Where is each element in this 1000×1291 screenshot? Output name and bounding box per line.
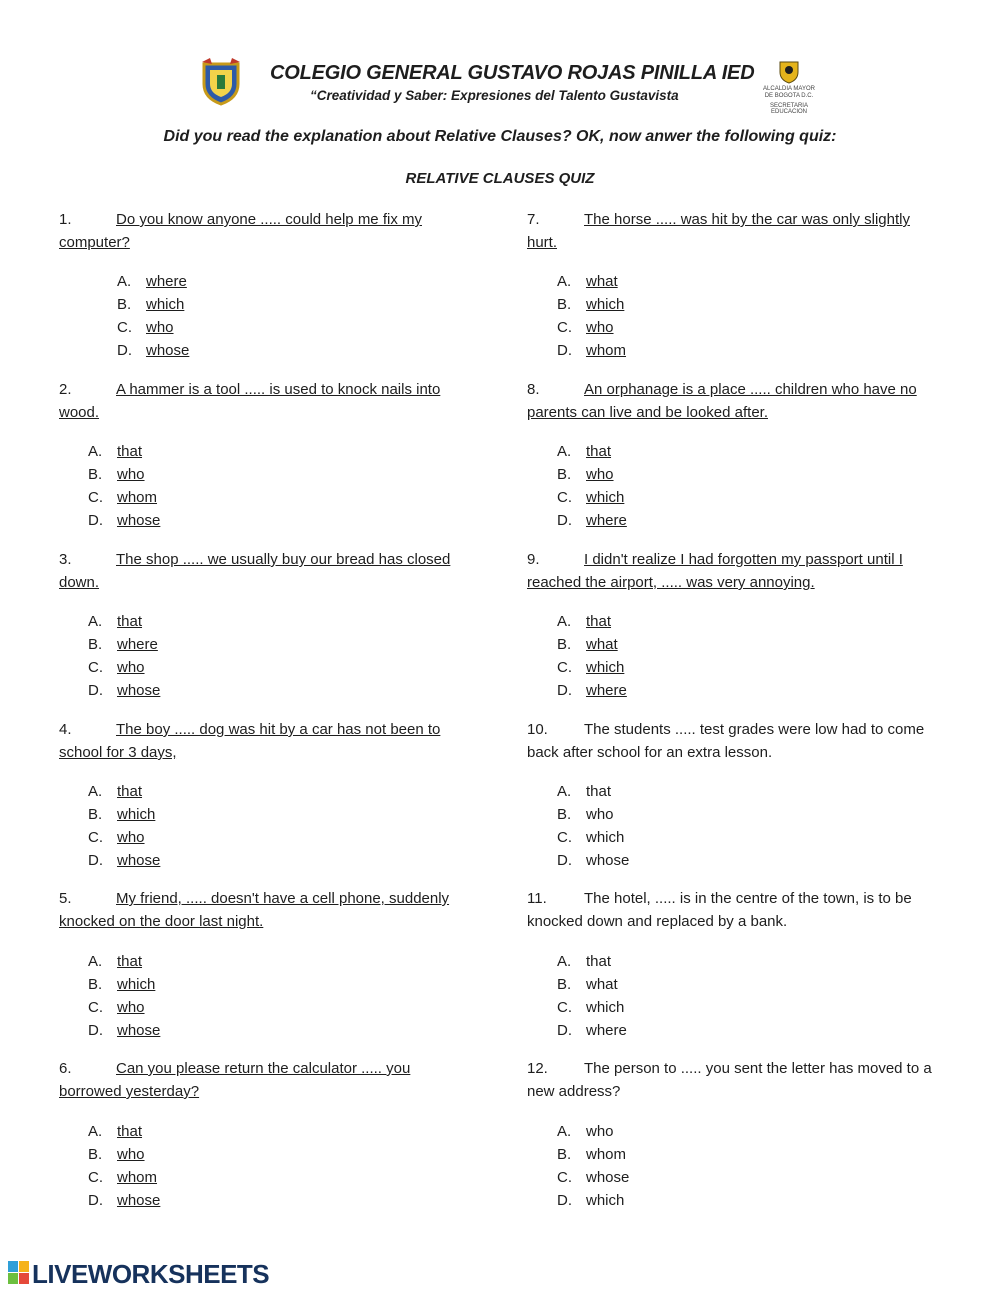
question-text: Do you know anyone ..... could help me fix my bbox=[116, 211, 422, 228]
school-crest-icon bbox=[200, 58, 242, 106]
question-1 bbox=[59, 208, 469, 254]
question-number: 8. bbox=[527, 381, 540, 398]
question-text: I didn't realize I had forgotten my passport until I bbox=[584, 551, 903, 568]
question-12 bbox=[527, 1057, 937, 1103]
answer-option[interactable]: A. that bbox=[88, 613, 143, 630]
answer-option[interactable]: A. that bbox=[88, 783, 143, 800]
question-number: 1. bbox=[59, 211, 72, 228]
answer-option[interactable]: D. where bbox=[557, 1022, 627, 1039]
answer-option[interactable]: D. whose bbox=[88, 852, 161, 869]
options-8 bbox=[557, 440, 627, 532]
question-text: down. bbox=[59, 574, 100, 591]
answer-option[interactable]: D. whose bbox=[88, 1192, 161, 1209]
question-text: knocked down and replaced by a bank. bbox=[527, 913, 788, 930]
question-text: The shop ..... we usually buy our bread has closed bbox=[116, 551, 451, 568]
answer-option[interactable]: B. which bbox=[88, 806, 156, 823]
answer-option[interactable]: A. that bbox=[557, 613, 612, 630]
answer-option[interactable]: B. which bbox=[117, 296, 185, 313]
school-name: COLEGIO GENERAL GUSTAVO ROJAS PINILLA IED bbox=[270, 62, 755, 84]
answer-option[interactable]: C. which bbox=[557, 999, 625, 1016]
answer-option[interactable]: A. that bbox=[88, 953, 143, 970]
answer-option[interactable]: A. that bbox=[88, 1123, 143, 1140]
answer-option[interactable]: B. whom bbox=[557, 1146, 627, 1163]
answer-option[interactable]: B. which bbox=[88, 976, 156, 993]
answer-option[interactable]: B. where bbox=[88, 636, 158, 653]
question-4 bbox=[59, 718, 469, 764]
logo-text-line: SECRETARIA bbox=[770, 103, 808, 109]
answer-option[interactable]: D. whose bbox=[88, 1022, 161, 1039]
question-number: 12. bbox=[527, 1060, 548, 1077]
question-5 bbox=[59, 887, 469, 933]
question-text: The students ..... test grades were low had to come bbox=[584, 721, 925, 738]
bogota-logo bbox=[758, 60, 820, 116]
answer-option[interactable]: B. who bbox=[557, 806, 614, 823]
question-number: 9. bbox=[527, 551, 540, 568]
answer-option[interactable]: B. what bbox=[557, 976, 618, 993]
quiz-title: RELATIVE CLAUSES QUIZ bbox=[405, 170, 595, 187]
options-12 bbox=[557, 1120, 629, 1212]
question-text: hurt. bbox=[527, 234, 558, 251]
options-1 bbox=[117, 270, 189, 362]
options-6 bbox=[88, 1120, 160, 1212]
answer-option[interactable]: C. who bbox=[88, 659, 145, 676]
answer-option[interactable]: A. that bbox=[88, 443, 143, 460]
question-number: 2. bbox=[59, 381, 72, 398]
footer-brand: LIVEWORKSHEETS bbox=[32, 1259, 270, 1289]
question-number: 4. bbox=[59, 721, 72, 738]
answer-option[interactable]: B. what bbox=[557, 636, 618, 653]
document-header bbox=[0, 0, 1000, 120]
logo-text-line: DE BOGOTA D.C. bbox=[764, 93, 814, 99]
quiz-instruction: Did you read the explanation about Relative Clauses? OK, now anwer the following quiz: bbox=[163, 128, 837, 145]
liveworksheets-logo-icon bbox=[8, 1261, 30, 1285]
answer-option[interactable]: C. who bbox=[88, 999, 145, 1016]
question-number: 11. bbox=[527, 890, 547, 907]
options-11 bbox=[557, 950, 627, 1042]
question-number: 5. bbox=[59, 890, 72, 907]
answer-option[interactable]: D. whom bbox=[557, 342, 627, 359]
answer-option[interactable]: D. which bbox=[557, 1192, 625, 1209]
answer-option[interactable]: B. which bbox=[557, 296, 625, 313]
answer-option[interactable]: D. whose bbox=[117, 342, 190, 359]
answer-option[interactable]: A. that bbox=[557, 443, 612, 460]
options-2 bbox=[88, 440, 160, 532]
question-9 bbox=[527, 548, 937, 594]
answer-option[interactable]: C. which bbox=[557, 659, 625, 676]
question-number: 7. bbox=[527, 211, 540, 228]
answer-option[interactable]: C. whom bbox=[88, 1169, 158, 1186]
question-6 bbox=[59, 1057, 469, 1103]
options-9 bbox=[557, 610, 627, 702]
question-7 bbox=[527, 208, 937, 254]
answer-option[interactable]: D. where bbox=[557, 682, 627, 699]
question-text: knocked on the door last night. bbox=[59, 913, 264, 930]
answer-option[interactable]: C. who bbox=[557, 319, 614, 336]
question-text: wood. bbox=[59, 404, 100, 421]
answer-option[interactable]: A. where bbox=[117, 273, 187, 290]
answer-option[interactable]: B. who bbox=[88, 1146, 145, 1163]
question-text: school for 3 days, bbox=[59, 744, 177, 761]
options-3 bbox=[88, 610, 160, 702]
question-number: 3. bbox=[59, 551, 72, 568]
question-text: borrowed yesterday? bbox=[59, 1083, 200, 1100]
answer-option[interactable]: A. that bbox=[557, 783, 612, 800]
answer-option[interactable]: D. whose bbox=[88, 682, 161, 699]
question-text: parents can live and be looked after. bbox=[527, 404, 768, 421]
answer-option[interactable]: C. whose bbox=[557, 1169, 630, 1186]
question-text: A hammer is a tool ..... is used to knock nails into bbox=[116, 381, 441, 398]
question-text: reached the airport, ..... was very annoying. bbox=[527, 574, 815, 591]
answer-option[interactable]: A. who bbox=[557, 1123, 614, 1140]
answer-option[interactable]: D. whose bbox=[88, 512, 161, 529]
answer-option[interactable]: B. who bbox=[557, 466, 614, 483]
question-number: 10. bbox=[527, 721, 548, 738]
school-motto: “Creatividad y Saber: Expresiones del Talento Gustavista bbox=[310, 88, 679, 103]
question-text: The hotel, ..... is in the centre of the town, is to be bbox=[584, 890, 912, 907]
answer-option[interactable]: D. whose bbox=[557, 852, 630, 869]
question-text: Can you please return the calculator ..... you bbox=[116, 1060, 411, 1077]
question-10 bbox=[527, 718, 937, 764]
answer-option[interactable]: D. where bbox=[557, 512, 627, 529]
question-text: An orphanage is a place ..... children who have no bbox=[584, 381, 917, 398]
options-10 bbox=[557, 780, 629, 872]
question-text: My friend, ..... doesn't have a cell phone, suddenly bbox=[116, 890, 450, 907]
question-text: The boy ..... dog was hit by a car has not been to bbox=[116, 721, 441, 738]
answer-option[interactable]: C. whom bbox=[88, 489, 158, 506]
answer-option[interactable]: A. what bbox=[557, 273, 618, 290]
question-text: The person to ..... you sent the letter has moved to a bbox=[584, 1060, 932, 1077]
question-3 bbox=[59, 548, 469, 594]
question-11 bbox=[527, 887, 937, 933]
question-text: new address? bbox=[527, 1083, 621, 1100]
question-number: 6. bbox=[59, 1060, 72, 1077]
answer-option[interactable]: B. who bbox=[88, 466, 145, 483]
question-text: computer? bbox=[59, 234, 130, 251]
answer-option[interactable]: C. which bbox=[557, 489, 625, 506]
bogota-shield-icon bbox=[778, 60, 800, 84]
options-4 bbox=[88, 780, 160, 872]
options-5 bbox=[88, 950, 160, 1042]
answer-option[interactable]: A. that bbox=[557, 953, 612, 970]
logo-text-line: ALCALDIA MAYOR bbox=[763, 86, 815, 92]
logo-text-line: EDUCACION bbox=[770, 109, 807, 115]
options-7 bbox=[557, 270, 626, 362]
question-8 bbox=[527, 378, 937, 424]
question-text: back after school for an extra lesson. bbox=[527, 744, 773, 761]
question-2 bbox=[59, 378, 469, 424]
answer-option[interactable]: C. who bbox=[88, 829, 145, 846]
question-text: The horse ..... was hit by the car was only slightly bbox=[584, 211, 910, 228]
answer-option[interactable]: C. which bbox=[557, 829, 625, 846]
answer-option[interactable]: C. who bbox=[117, 319, 174, 336]
